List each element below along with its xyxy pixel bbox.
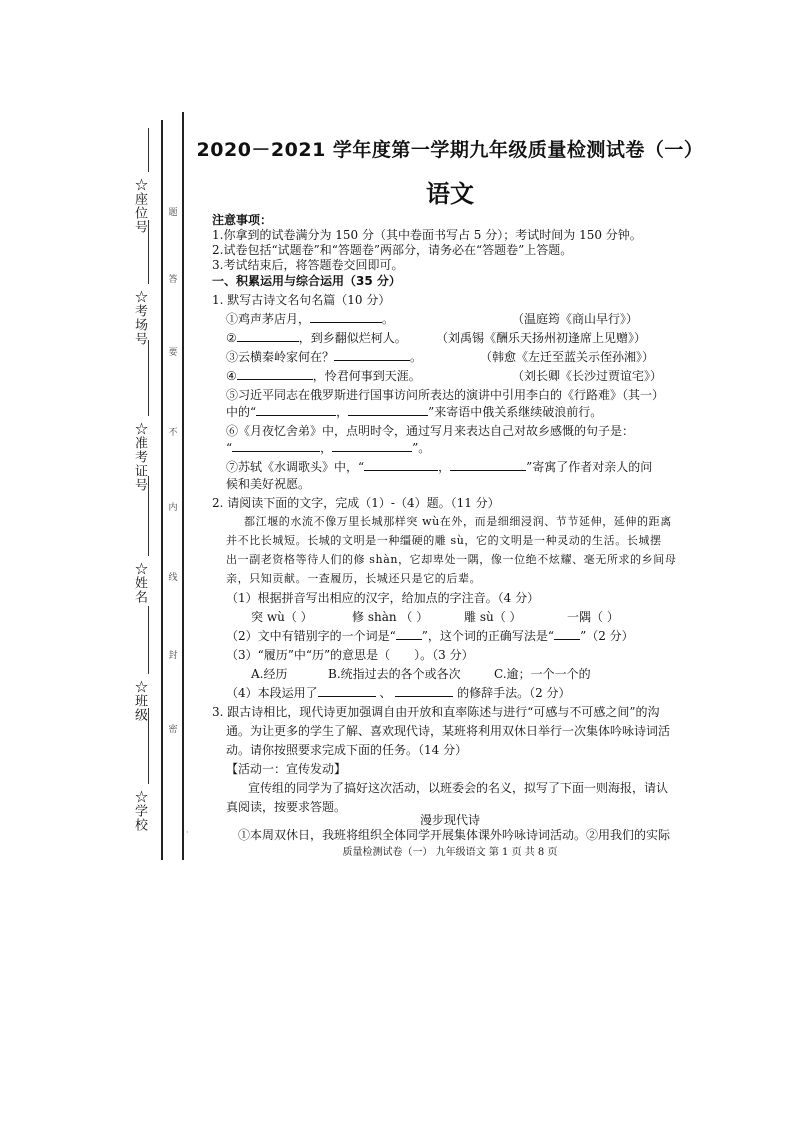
seal-char-6: 线 (168, 573, 178, 583)
q1-line-6a: ⑥《月夜忆舍弟》中，点明时令，通过写月来表达自己对故乡感慨的句子是： (226, 424, 635, 438)
answer-blank (318, 685, 376, 697)
q2-sub-2 (226, 628, 634, 644)
pinyin-item: 一隅（ ） (567, 610, 619, 624)
option-c: C.逾；一个一个的 (494, 667, 591, 681)
seal-char-7: 封 (168, 651, 178, 661)
poster-line: ①本周双休日，我班将组织全体同学开展集体课外吟咏诗词活动。②用我们的实际 (238, 828, 671, 842)
q1-line-6b (226, 440, 430, 456)
q2-passage-line: 并不比长城短。长城的文明是一种缰硬的雕 sù，它的文明是一种灵动的生活。长城摆 (226, 534, 662, 547)
section-heading: 一、积累运用与综合运用（35 分） (212, 274, 401, 288)
admission-number-label: ☆准考证号 (132, 422, 147, 492)
answer-blank (334, 349, 410, 361)
seat-number-line (148, 128, 149, 172)
exam-room-label: ☆考场号 (132, 290, 147, 346)
q1-line-7b: 候和美好祝愿。 (226, 477, 311, 491)
q1-line-3-text: ③云横秦岭家何在？ (226, 350, 335, 364)
q1-line-6b-b: ， (320, 441, 333, 455)
activity-intro: 真阅读，按要求答题。 (226, 800, 347, 814)
q1-line-3-end: 。 (410, 350, 423, 364)
question-3-stem: 3. 跟古诗相比，现代诗更加强调自由开放和直率陈述与进行“可感与不可感之间”的沟 (212, 705, 660, 719)
q1-line-1-end: 。 (382, 312, 395, 326)
name-label: ☆姓名 (132, 562, 147, 604)
answer-blank (310, 311, 382, 323)
q1-line-4-num: ④ (226, 369, 237, 383)
school-line (148, 708, 149, 784)
q1-line-4-source: （刘长卿《长沙过贾谊宅》） (512, 369, 663, 383)
q1-line-6b-c: ”。 (412, 441, 431, 455)
seal-char-4: 不 (168, 428, 178, 438)
q2-sub-4-b: 、 (375, 686, 396, 700)
q1-line-4 (226, 368, 421, 384)
q2-sub-2-a: （2）文中有错别字的一个词是“ (226, 629, 396, 643)
q2-sub-4-c: 的修辞手法。（2 分） (453, 686, 571, 700)
q1-line-5b-b: ， (336, 405, 349, 419)
q1-line-2-source: （刘禹锡《酬乐天扬州初逢席上见赠》） (436, 331, 647, 345)
answer-blank (554, 628, 580, 640)
q1-line-7a-a: ⑦苏轼《水调歌头》中，“ (226, 460, 365, 474)
poster-title: 漫步现代诗 (419, 813, 480, 827)
margin-dot: · (186, 828, 189, 837)
school-label: ☆学校 (132, 790, 147, 832)
binding-line-inner (182, 112, 184, 860)
question-3-line: 通。为让更多的学生了解、喜欢现代诗，某班将利用双休日举行一次集体吟咏诗词活 (226, 724, 671, 738)
answer-blank (332, 440, 412, 452)
class-label: ☆班级 (132, 680, 147, 722)
answer-blank (396, 628, 422, 640)
question-3-line: 动。请你按照要求完成下面的任务。（14 分） (226, 743, 468, 757)
notes-heading: 注意事项： (212, 213, 273, 227)
seal-char-3: 要 (168, 348, 178, 358)
q1-line-5a: ⑤习近平同志在俄罗斯进行国事访问所表达的演讲中引用李白的《行路难》（其一） (226, 388, 665, 402)
q2-sub-4-a: （4）本段运用了 (226, 686, 318, 700)
seal-char-2: 答 (168, 275, 178, 285)
answer-blank (232, 440, 320, 452)
q2-passage-line: 都江堰的水流不像万里长城那样突 wù在外，而是细细浸润、节节延伸，延伸的距离 (244, 515, 672, 528)
answer-blank (364, 459, 438, 471)
binding-line-outer (161, 120, 163, 860)
q1-line-5b-a: 中的“ (226, 405, 257, 419)
activity-intro: 宣传组的同学为了搞好这次活动，以班委会的名义，拟写了下面一则海报，请认 (248, 781, 669, 795)
answer-blank (237, 368, 313, 380)
pinyin-item: 修 shàn （ ） (352, 610, 429, 624)
subject-title: 语文 (426, 180, 474, 208)
answer-blank (256, 404, 336, 416)
note-item: 1.你拿到的试卷满分为 150 分（其中卷面书写占 5 分）；考试时间为 150 分钟。 (212, 228, 642, 242)
q1-line-5b-c: ”来寄语中俄关系继续破浪前行。 (428, 405, 603, 419)
q1-line-1-source: （温庭筠《商山早行》） (512, 312, 639, 326)
name-line (148, 476, 149, 556)
q1-line-6b-a: “ (226, 441, 233, 455)
activity-heading: 【活动一：宣传发动】 (226, 762, 347, 776)
option-b: B.统指过去的各个或各次 (328, 667, 461, 681)
q1-line-4-text: ，怜君何事到天涯。 (312, 369, 421, 383)
pinyin-item: 突 wù（ ） (251, 610, 313, 624)
q1-line-3 (226, 349, 422, 365)
q2-passage-line: 亲，只知贡献。一查履历，长城还只是它的后辈。 (226, 572, 482, 585)
answer-blank (348, 404, 428, 416)
q1-line-7a-c: ”寄寓了作者对亲人的问 (526, 460, 653, 474)
question-2-stem: 2. 请阅读下面的文字，完成（1）-（4）题。（11 分） (212, 496, 500, 510)
seal-char-1: 题 (168, 208, 178, 218)
q2-sub-2-c: ”（2 分） (580, 629, 634, 643)
q2-sub-2-b: ”，这个词的正确写法是“ (421, 629, 555, 643)
q1-line-3-source: （韩愈《左迁至蓝关示侄孙湘》） (480, 350, 655, 364)
exam-title: 2020－2021 学年度第一学期九年级质量检测试卷（一） (196, 139, 704, 161)
seal-char-8: 密 (168, 725, 178, 735)
note-item: 3.考试结束后，将答题卷交回即可。 (212, 258, 404, 272)
pinyin-item: 雕 sù（ ） (464, 610, 522, 624)
admission-number-line (148, 340, 149, 416)
page-footer: 质量检测试卷（一） 九年级语文 第 1 页 共 8 页 (342, 847, 558, 858)
q1-line-5b (226, 404, 602, 420)
question-1-stem: 1. 默写古诗文名句名篇（10 分） (212, 293, 391, 307)
q1-line-7a (226, 459, 652, 475)
q2-passage-line: 出一副老资格等待人们的修 shàn，它却卑处一隅，像一位绝不炫耀、毫无所求的乡间母 (226, 553, 677, 566)
q2-sub-4 (226, 685, 571, 701)
q1-line-7a-b: ， (438, 460, 451, 474)
q1-line-2 (226, 330, 407, 346)
q1-line-1 (226, 311, 394, 327)
answer-blank (237, 330, 299, 342)
exam-room-line (148, 220, 149, 284)
class-line (148, 606, 149, 674)
q2-sub-3: （3）“履历”中“历”的意思是（ ）。（3 分） (226, 648, 474, 662)
q1-line-2-num: ② (226, 331, 237, 345)
answer-blank (395, 685, 453, 697)
q2-sub-1: （1）根据拼音写出相应的汉字，给加点的字注音。（4 分） (226, 591, 540, 605)
seat-number-label: ☆座位号 (132, 178, 147, 234)
q1-line-2-text: ，到乡翻似烂柯人。 (298, 331, 407, 345)
note-item: 2.试卷包括“试题卷”和“答题卷”两部分，请务必在“答题卷”上答题。 (212, 243, 573, 257)
q1-line-1-text: ①鸡声茅店月， (226, 312, 311, 326)
answer-blank (450, 459, 526, 471)
option-a: A.经历 (251, 667, 288, 681)
seal-char-5: 内 (168, 503, 178, 513)
